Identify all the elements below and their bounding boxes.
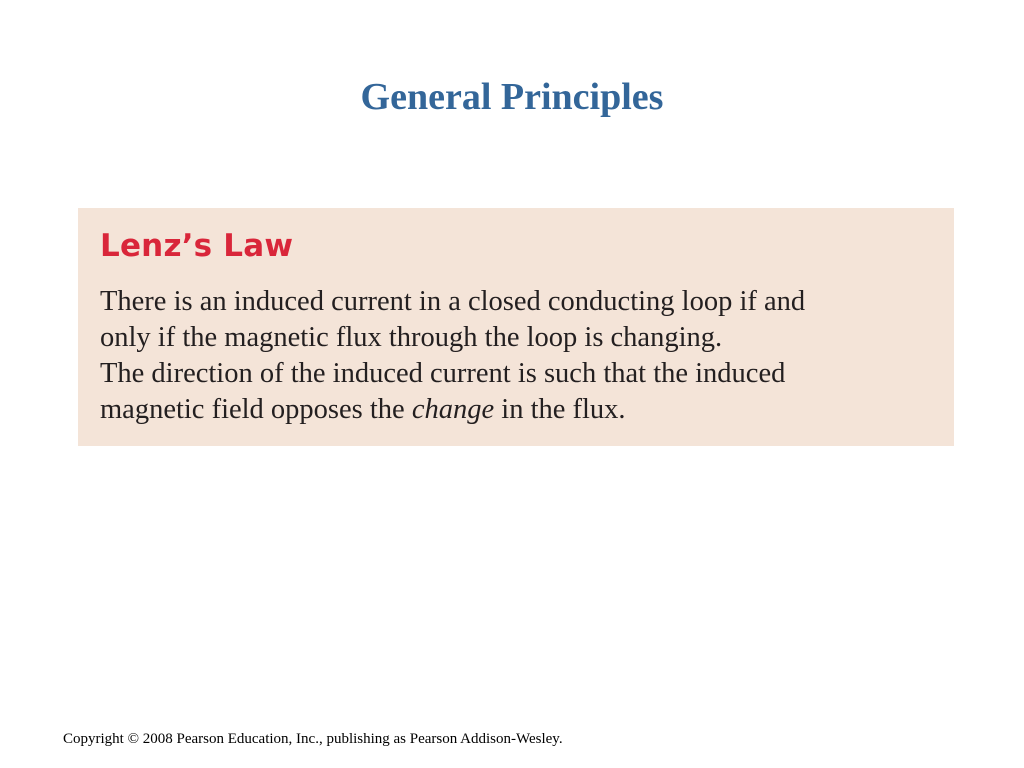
- box-body: [100, 284, 920, 428]
- body-line-4: [100, 392, 920, 428]
- body-line-4-before: magnetic field opposes the: [100, 394, 412, 425]
- box-heading: Lenz’s Law: [100, 228, 294, 264]
- copyright-footer: Copyright © 2008 Pearson Education, Inc., publishing as Pearson Addison-Wesley.: [63, 731, 563, 747]
- body-line-4-after: in the flux.: [494, 394, 626, 425]
- body-line-1: There is an induced current in a closed conducting loop if and: [100, 286, 806, 317]
- body-line-3: The direction of the induced current is such that the induced: [100, 358, 786, 389]
- body-line-4-emphasis: change: [411, 394, 495, 425]
- body-line-2: only if the magnetic flux through the loop is changing.: [100, 322, 723, 353]
- slide-title: General Principles: [360, 76, 664, 118]
- lenz-law-box: [78, 208, 954, 446]
